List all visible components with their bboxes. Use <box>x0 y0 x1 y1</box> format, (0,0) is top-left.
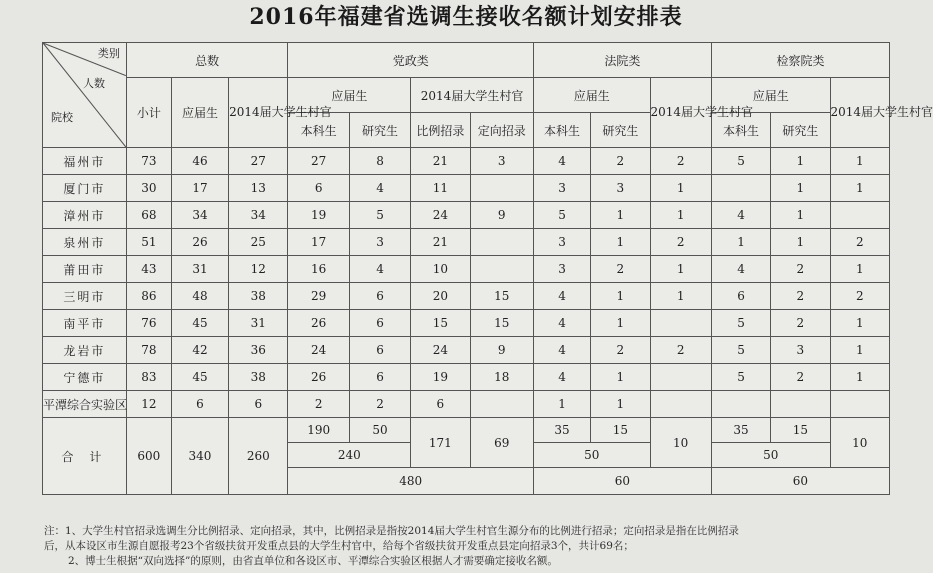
cell-procur-village <box>830 391 889 418</box>
cell-subtotal: 86 <box>126 283 171 310</box>
total-court-grad: 15 <box>591 418 650 443</box>
cell-fresh: 42 <box>171 337 228 364</box>
cell-court-village: 2 <box>650 148 711 175</box>
cell-fresh: 26 <box>171 229 228 256</box>
cell-subtotal: 73 <box>126 148 171 175</box>
row-name: 漳州市 <box>43 202 127 229</box>
cell-party-ratio: 10 <box>411 256 470 283</box>
cell-procur-grad: 1 <box>771 148 830 175</box>
cell-procur-undergrad: 5 <box>711 310 770 337</box>
total-row-1 <box>43 418 890 443</box>
cell-court-undergrad: 4 <box>533 310 590 337</box>
cell-court-grad: 1 <box>591 310 650 337</box>
cell-party-directed: 3 <box>470 148 533 175</box>
cell-procur-grad: 3 <box>771 337 830 364</box>
cell-fresh: 34 <box>171 202 228 229</box>
cell-court-undergrad: 4 <box>533 283 590 310</box>
cell-court-undergrad: 3 <box>533 175 590 202</box>
cell-party-ratio: 24 <box>411 202 470 229</box>
cell-procur-grad: 2 <box>771 364 830 391</box>
cell-village: 27 <box>229 148 288 175</box>
cell-fresh: 45 <box>171 364 228 391</box>
cell-party-undergrad: 6 <box>288 175 349 202</box>
cell-party-directed <box>470 175 533 202</box>
cell-fresh: 48 <box>171 283 228 310</box>
total-party-directed: 69 <box>470 418 533 468</box>
cell-village: 13 <box>229 175 288 202</box>
cell-procur-undergrad: 5 <box>711 148 770 175</box>
cell-court-village: 1 <box>650 175 711 202</box>
header-row-2 <box>43 78 890 113</box>
col-fresh: 应届生 <box>171 78 228 148</box>
cell-procur-grad: 2 <box>771 310 830 337</box>
cell-party-grad: 4 <box>349 175 410 202</box>
table-row <box>43 256 890 283</box>
cell-procur-grad: 1 <box>771 175 830 202</box>
cell-court-grad: 2 <box>591 337 650 364</box>
cell-subtotal: 51 <box>126 229 171 256</box>
party-grad-header: 研究生 <box>349 113 410 148</box>
group-procuratorate: 检察院类 <box>711 43 889 78</box>
cell-court-undergrad: 3 <box>533 229 590 256</box>
cell-procur-village <box>830 202 889 229</box>
cell-party-ratio: 15 <box>411 310 470 337</box>
total-party-all: 480 <box>288 468 533 495</box>
cell-court-undergrad: 4 <box>533 148 590 175</box>
row-name: 宁德市 <box>43 364 127 391</box>
cell-court-village <box>650 364 711 391</box>
cell-party-directed: 18 <box>470 364 533 391</box>
cell-subtotal: 78 <box>126 337 171 364</box>
total-court-undergrad: 35 <box>533 418 590 443</box>
cell-procur-undergrad: 5 <box>711 337 770 364</box>
cell-procur-village: 2 <box>830 283 889 310</box>
cell-procur-undergrad <box>711 175 770 202</box>
cell-procur-grad: 2 <box>771 256 830 283</box>
total-party-undergrad: 190 <box>288 418 349 443</box>
cell-fresh: 46 <box>171 148 228 175</box>
total-subtotal: 600 <box>126 418 171 495</box>
row-name: 南平市 <box>43 310 127 337</box>
header-category-label: 类别 <box>97 47 120 60</box>
cell-court-grad: 1 <box>591 283 650 310</box>
cell-party-grad: 4 <box>349 256 410 283</box>
cell-party-undergrad: 2 <box>288 391 349 418</box>
cell-procur-grad: 2 <box>771 283 830 310</box>
total-fresh: 340 <box>171 418 228 495</box>
cell-party-ratio: 24 <box>411 337 470 364</box>
cell-court-grad: 1 <box>591 229 650 256</box>
cell-court-village <box>650 391 711 418</box>
cell-village: 6 <box>229 391 288 418</box>
cell-party-grad: 6 <box>349 310 410 337</box>
header-number-label: 人数 <box>83 77 105 90</box>
table-row <box>43 148 890 175</box>
cell-court-village: 1 <box>650 283 711 310</box>
cell-procur-village: 1 <box>830 310 889 337</box>
cell-party-undergrad: 29 <box>288 283 349 310</box>
cell-village: 34 <box>229 202 288 229</box>
cell-party-grad: 6 <box>349 337 410 364</box>
procur-village-header: 2014届大学生村官 <box>830 78 889 148</box>
cell-procur-village: 1 <box>830 337 889 364</box>
cell-procur-undergrad: 1 <box>711 229 770 256</box>
table-row <box>43 229 890 256</box>
footnote-line: 后，从本设区市生源自愿报考23个省级扶贫开发重点县的大学生村官中，给每个省级扶贫开发重点县定向招录3个，共计69名； <box>44 540 634 552</box>
cell-procur-grad: 1 <box>771 229 830 256</box>
cell-party-grad: 5 <box>349 202 410 229</box>
cell-procur-grad: 1 <box>771 202 830 229</box>
cell-procur-village: 1 <box>830 256 889 283</box>
total-procur-undergrad: 35 <box>711 418 770 443</box>
quota-table <box>42 42 933 495</box>
total-village: 260 <box>229 418 288 495</box>
cell-party-directed: 15 <box>470 310 533 337</box>
court-fresh-header: 应届生 <box>533 78 650 113</box>
col-village: 2014届大学生村官 <box>229 78 288 148</box>
row-name: 厦门市 <box>43 175 127 202</box>
plan-table-wrapper <box>42 42 933 495</box>
cell-court-grad: 2 <box>591 256 650 283</box>
court-undergrad-header: 本科生 <box>533 113 590 148</box>
header-row-1 <box>43 43 890 78</box>
cell-party-ratio: 11 <box>411 175 470 202</box>
cell-procur-village: 1 <box>830 364 889 391</box>
cell-party-grad: 2 <box>349 391 410 418</box>
cell-party-directed: 9 <box>470 202 533 229</box>
table-row <box>43 337 890 364</box>
cell-procur-undergrad: 5 <box>711 364 770 391</box>
cell-court-village: 1 <box>650 256 711 283</box>
cell-subtotal: 76 <box>126 310 171 337</box>
total-party-grad: 50 <box>349 418 410 443</box>
row-name: 福州市 <box>43 148 127 175</box>
cell-village: 38 <box>229 283 288 310</box>
row-name: 莆田市 <box>43 256 127 283</box>
party-village-header: 2014届大学生村官 <box>411 78 534 113</box>
total-procur-fresh: 50 <box>711 443 830 468</box>
table-row <box>43 283 890 310</box>
cell-party-ratio: 19 <box>411 364 470 391</box>
cell-party-grad: 6 <box>349 364 410 391</box>
group-party: 党政类 <box>288 43 533 78</box>
cell-fresh: 31 <box>171 256 228 283</box>
diagonal-header-cell <box>43 43 127 148</box>
cell-court-undergrad: 4 <box>533 364 590 391</box>
cell-court-grad: 1 <box>591 364 650 391</box>
cell-party-undergrad: 26 <box>288 310 349 337</box>
total-court-village: 10 <box>650 418 711 468</box>
cell-fresh: 45 <box>171 310 228 337</box>
cell-village: 12 <box>229 256 288 283</box>
cell-party-directed <box>470 256 533 283</box>
table-row <box>43 202 890 229</box>
procur-fresh-header: 应届生 <box>711 78 830 113</box>
footnote-line: 注：1、大学生村官招录选调生分比例招录、定向招录，其中，比例招录是指按2014届大学生村官生源分布的比例进行招录；定向招录是指在比例招录 <box>44 525 739 537</box>
party-directed-header: 定向招录 <box>470 113 533 148</box>
cell-procur-undergrad: 4 <box>711 202 770 229</box>
cell-court-grad: 3 <box>591 175 650 202</box>
cell-village: 36 <box>229 337 288 364</box>
cell-procur-undergrad: 6 <box>711 283 770 310</box>
total-procur-village: 10 <box>830 418 889 468</box>
header-school-label: 院校 <box>51 111 73 124</box>
cell-party-undergrad: 17 <box>288 229 349 256</box>
cell-party-ratio: 20 <box>411 283 470 310</box>
party-ratio-header: 比例招录 <box>411 113 470 148</box>
cell-court-village: 1 <box>650 202 711 229</box>
total-label: 合 计 <box>43 418 127 495</box>
data-rows <box>43 148 890 418</box>
table-row <box>43 310 890 337</box>
col-subtotal: 小计 <box>126 78 171 148</box>
cell-subtotal: 68 <box>126 202 171 229</box>
cell-court-village <box>650 310 711 337</box>
court-grad-header: 研究生 <box>591 113 650 148</box>
cell-subtotal: 43 <box>126 256 171 283</box>
cell-court-grad: 1 <box>591 202 650 229</box>
cell-procur-grad <box>771 391 830 418</box>
cell-party-directed <box>470 391 533 418</box>
cell-court-grad: 2 <box>591 148 650 175</box>
row-name: 三明市 <box>43 283 127 310</box>
total-procur-grad: 15 <box>771 418 830 443</box>
cell-village: 25 <box>229 229 288 256</box>
row-name: 龙岩市 <box>43 337 127 364</box>
total-court-all: 60 <box>533 468 711 495</box>
cell-procur-undergrad <box>711 391 770 418</box>
cell-subtotal: 12 <box>126 391 171 418</box>
cell-party-ratio: 21 <box>411 148 470 175</box>
cell-party-directed <box>470 229 533 256</box>
row-name: 泉州市 <box>43 229 127 256</box>
total-court-fresh: 50 <box>533 443 650 468</box>
cell-court-undergrad: 3 <box>533 256 590 283</box>
cell-party-ratio: 21 <box>411 229 470 256</box>
procur-undergrad-header: 本科生 <box>711 113 770 148</box>
cell-court-undergrad: 4 <box>533 337 590 364</box>
row-name: 平潭综合实验区 <box>43 391 127 418</box>
total-party-ratio: 171 <box>411 418 470 468</box>
procur-grad-header: 研究生 <box>771 113 830 148</box>
cell-party-undergrad: 24 <box>288 337 349 364</box>
total-party-fresh: 240 <box>288 443 411 468</box>
cell-party-undergrad: 16 <box>288 256 349 283</box>
cell-court-grad: 1 <box>591 391 650 418</box>
cell-subtotal: 83 <box>126 364 171 391</box>
cell-fresh: 17 <box>171 175 228 202</box>
cell-subtotal: 30 <box>126 175 171 202</box>
cell-procur-village: 1 <box>830 148 889 175</box>
cell-party-directed: 15 <box>470 283 533 310</box>
cell-procur-undergrad: 4 <box>711 256 770 283</box>
cell-party-ratio: 6 <box>411 391 470 418</box>
cell-village: 38 <box>229 364 288 391</box>
cell-party-directed: 9 <box>470 337 533 364</box>
cell-court-village: 2 <box>650 337 711 364</box>
cell-fresh: 6 <box>171 391 228 418</box>
group-court: 法院类 <box>533 43 711 78</box>
cell-court-undergrad: 1 <box>533 391 590 418</box>
cell-procur-village: 2 <box>830 229 889 256</box>
table-row <box>43 364 890 391</box>
table-row <box>43 391 890 418</box>
party-undergrad-header: 本科生 <box>288 113 349 148</box>
cell-party-grad: 6 <box>349 283 410 310</box>
cell-party-undergrad: 19 <box>288 202 349 229</box>
footnote-line: 2、博士生根据“双向选择”的原则，由省直单位和各设区市、平潭综合实验区根据人才需要确定接收名额。 <box>68 555 558 567</box>
total-procur-all: 60 <box>711 468 889 495</box>
group-total: 总数 <box>126 43 288 78</box>
cell-village: 31 <box>229 310 288 337</box>
cell-party-grad: 8 <box>349 148 410 175</box>
cell-party-grad: 3 <box>349 229 410 256</box>
cell-party-undergrad: 27 <box>288 148 349 175</box>
table-row <box>43 175 890 202</box>
cell-party-undergrad: 26 <box>288 364 349 391</box>
court-village-header: 2014届大学生村官 <box>650 78 711 148</box>
footnotes <box>44 524 924 569</box>
page-title: 2016年福建省选调生接收名额计划安排表 <box>249 4 683 30</box>
cell-procur-village: 1 <box>830 175 889 202</box>
party-fresh-header: 应届生 <box>288 78 411 113</box>
cell-court-village: 2 <box>650 229 711 256</box>
cell-court-undergrad: 5 <box>533 202 590 229</box>
